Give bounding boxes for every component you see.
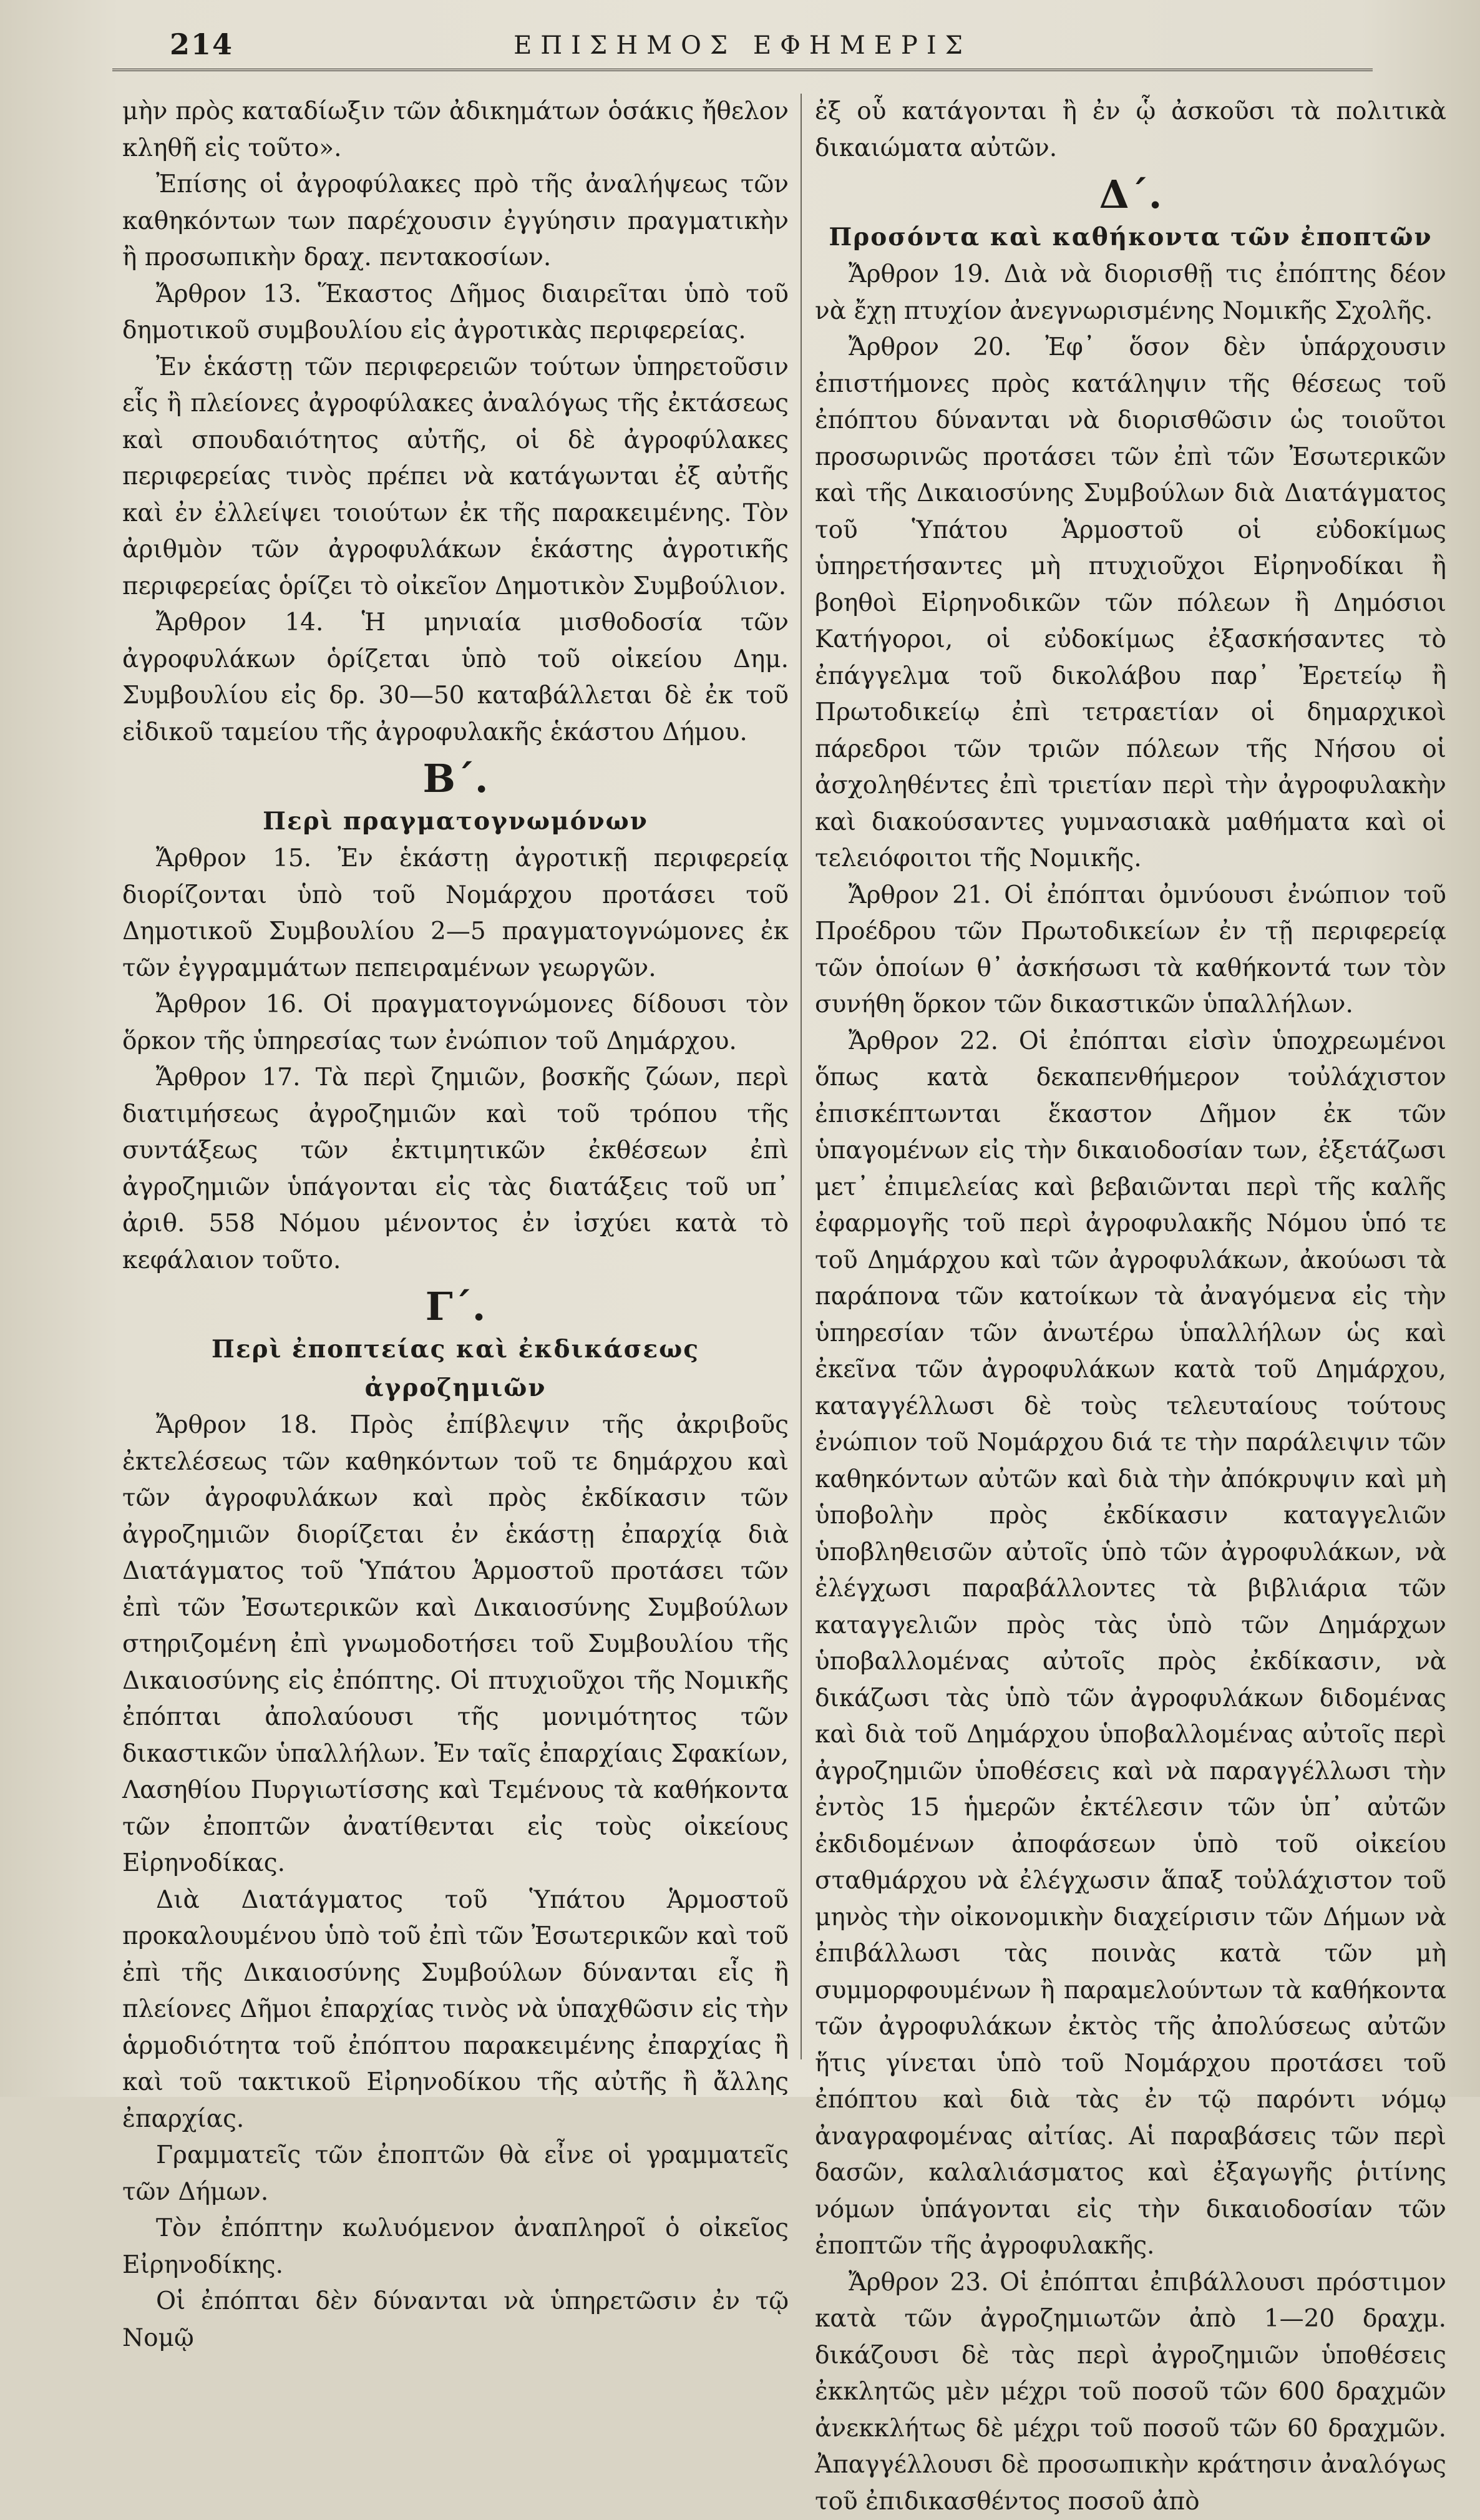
paragraph: Τὸν ἐπόπτην κωλυόμενον ἀναπληροῖ ὁ οἰκεῖος Εἰρηνοδίκης. — [122, 2210, 789, 2283]
left-column — [122, 94, 789, 2356]
article-20: Ἄρθρον 20. Ἐφ᾿ ὅσον δὲν ὑπάρχουσιν ἐπιστήμονες πρὸς κατάληψιν τῆς θέσεως τοῦ ἐπόπτου δύνανται νὰ διορισθῶσιν ὡς τοιοῦτοι προσωρινῶς προτάσει τῶν ἐπὶ τῶν Ἐσωτερικῶν καὶ τῆς Δικαιοσύνης Συμβούλων διὰ Διατάγματος τοῦ Ὑπάτου Ἁρμοστοῦ οἱ εὐδοκίμως ὑπηρετήσαντες μὴ πτυχιοῦχοι Εἰρηνοδίκαι ἢ βοηθοὶ Εἰρηνοδικῶν τῶν πόλεων ἢ Δημόσιοι Κατήγοροι, οἱ εὐδοκίμως ἐξασκήσαντες τὸ ἐπάγγελμα τοῦ δικολάβου παρ᾿ Ἐρετείῳ ἢ Πρωτοδικείῳ ἐπὶ τετραετίαν οἱ δημαρχικοὶ πάρεδροι τῶν τριῶν πόλεων τῆς Νήσου οἱ ἀσχοληθέντες ἐπὶ τριετίαν περὶ τὴν ἀγροφυλακὴν καὶ διακούσαντες γυμνασιακὰ μαθήματα καὶ οἱ τελειόφοιτοι τῆς Νομικῆς. — [815, 330, 1446, 877]
page-header — [112, 24, 1373, 71]
paragraph: Διὰ Διατάγματος τοῦ Ὑπάτου Ἁρμοστοῦ προκαλουμένου ὑπὸ τοῦ ἐπὶ τῶν Ἐσωτερικῶν καὶ τοῦ ἐπὶ τῆς Δικαιοσύνης Συμβούλων δύνανται εἷς ἢ πλείονες Δῆμοι ἐπαρχίας τινὸς νὰ ὑπαχθῶσιν εἰς τὴν ἁρμοδιότητα τοῦ ἐπόπτου παρακειμένης ἐπαρχίας ἢ καὶ τοῦ τακτικοῦ Εἰρηνοδίκου τῆς αὐτῆς ἢ ἄλλης ἐπαρχίας. — [122, 1882, 789, 2138]
paragraph: ἐξ οὗ κατάγονται ἢ ἐν ᾧ ἀσκοῦσι τὰ πολιτικὰ δικαιώματα αὐτῶν. — [815, 94, 1446, 167]
section-heading-d: Προσόντα καὶ καθήκοντα τῶν ἐποπτῶν — [815, 218, 1446, 256]
article-14: Ἄρθρον 14. Ἡ μηνιαία μισθοδοσία τῶν ἀγροφυλάκων ὁρίζεται ὑπὸ τοῦ οἰκείου Δημ. Συμβουλίου εἰς δρ. 30—50 καταβάλλεται δὲ ἐκ τοῦ εἰδικοῦ ταμείου τῆς ἀγροφυλακῆς ἑκάστου Δήμου. — [122, 605, 789, 751]
article-16: Ἄρθρον 16. Οἱ πραγματογνώμονες δίδουσι τὸν ὅρκον τῆς ὑπηρεσίας των ἐνώπιον τοῦ Δημάρχου. — [122, 987, 789, 1060]
paragraph: Ἐν ἑκάστῃ τῶν περιφερειῶν τούτων ὑπηρετοῦσιν εἷς ἢ πλείονες ἀγροφύλακες ἀναλόγως τῆς ἐκτάσεως καὶ σπουδαιότητος αὐτῆς, οἱ δὲ ἀγροφύλακες περιφερείας τινὸς πρέπει νὰ κατάγωνται ἐξ αὐτῆς καὶ ἐν ἐλλείψει τοιούτων ἐκ τῆς παρακειμένης. Τὸν ἀριθμὸν τῶν ἀγροφυλάκων ἑκάστης ἀγροτικῆς περιφερείας ὁρίζει τὸ οἰκεῖον Δημοτικὸν Συμβούλιον. — [122, 349, 789, 605]
article-15: Ἄρθρον 15. Ἐν ἑκάστῃ ἀγροτικῇ περιφερείᾳ διορίζονται ὑπὸ τοῦ Νομάρχου προτάσει τοῦ Δημοτικοῦ Συμβουλίου 2—5 πραγματογνώμονες ἐκ τῶν ἐγγραμμάτων πεπειραμένων γεωργῶν. — [122, 841, 789, 987]
article-19: Ἄρθρον 19. Διὰ νὰ διορισθῇ τις ἐπόπτης δέον νὰ ἔχῃ πτυχίον ἀνεγνωρισμένης Νομικῆς Σχολῆς. — [815, 256, 1446, 330]
article-13: Ἄρθρον 13. Ἕκαστος Δῆμος διαιρεῖται ὑπὸ τοῦ δημοτικοῦ συμβουλίου εἰς ἀγροτικὰς περιφερείας. — [122, 276, 789, 349]
right-column — [815, 94, 1446, 2520]
column-divider — [801, 94, 802, 2059]
section-heading-b: Περὶ πραγματογνωμόνων — [122, 802, 789, 841]
article-18: Ἄρθρον 18. Πρὸς ἐπίβλεψιν τῆς ἀκριβοῦς ἐκτελέσεως τῶν καθηκόντων τοῦ τε δημάρχου καὶ τῶν ἀγροφυλάκων καὶ πρὸς ἐκδίκασιν τῶν ἀγροζημιῶν διορίζεται ἐν ἑκάστῃ ἐπαρχίᾳ διὰ Διατάγματος τοῦ Ὑπάτου Ἁρμοστοῦ προτάσει τῶν ἐπὶ τῶν Ἐσωτερικῶν καὶ Δικαιοσύνης Συμβούλων στηριζομένη ἐπὶ γνωμοδοτήσει τοῦ Συμβουλίου τῆς Δικαιοσύνης εἰς ἐπόπτης. Οἱ πτυχιοῦχοι τῆς Νομικῆς ἐπόπται ἀπολαύουσι τῆς μονιμότητος τῶν δικαστικῶν ὑπαλλήλων. Ἐν ταῖς ἐπαρχίαις Σφακίων, Λασηθίου Πυργιωτίσσης καὶ Τεμένους τὰ καθήκοντα τῶν ἐποπτῶν ἀνατίθενται εἰς τοὺς οἰκείους Εἰρηνοδίκας. — [122, 1407, 789, 1882]
paragraph: Γραμματεῖς τῶν ἐποπτῶν θὰ εἶνε οἱ γραμματεῖς τῶν Δήμων. — [122, 2137, 789, 2210]
section-letter-b: Β΄. — [122, 756, 789, 802]
paragraph: Οἱ ἐπόπται δὲν δύνανται νὰ ὑπηρετῶσιν ἐν τῷ Νομῷ — [122, 2283, 789, 2356]
running-title: ΕΠΙΣΗΜΟΣ ΕΦΗΜΕΡΙΣ — [112, 31, 1373, 60]
section-letter-d: Δ΄. — [815, 172, 1446, 218]
section-letter-g: Γ΄. — [122, 1284, 789, 1330]
paragraph: μὴν πρὸς καταδίωξιν τῶν ἀδικημάτων ὁσάκις ἤθελον κληθῆ εἰς τοῦτο». — [122, 94, 789, 167]
article-21: Ἄρθρον 21. Οἱ ἐπόπται ὀμνύουσι ἐνώπιον τοῦ Προέδρου τῶν Πρωτοδικείων ἐν τῇ περιφερείᾳ τῶν ὁποίων θ᾿ ἀσκήσωσι τὰ καθήκοντά των τὸν συνήθη ὅρκον τῶν δικαστικῶν ὑπαλλήλων. — [815, 877, 1446, 1023]
article-23: Ἄρθρον 23. Οἱ ἐπόπται ἐπιβάλλουσι πρόστιμον κατὰ τῶν ἀγροζημιωτῶν ἀπὸ 1—20 δραχμ. δικάζουσι δὲ τὰς περὶ ἀγροζημιῶν ὑποθέσεις ἐκκλητῶς μὲν μέχρι τοῦ ποσοῦ τῶν 600 δραχμῶν ἀνεκκλήτως δὲ μέχρι τοῦ ποσοῦ τῶν 60 δραχμῶν. Ἀπαγγέλλουσι δὲ προσωπικὴν κράτησιν ἀναλόγως τοῦ ἐπιδικασθέντος ποσοῦ ἀπὸ — [815, 2265, 1446, 2520]
article-22: Ἄρθρον 22. Οἱ ἐπόπται εἰσὶν ὑποχρεωμένοι ὅπως κατὰ δεκαπενθήμερον τοὐλάχιστον ἐπισκέπτωνται ἕκαστον Δῆμον ἐκ τῶν ὑπαγομένων εἰς τὴν δικαιοδοσίαν των, ἐξετάζωσι μετ᾿ ἐπιμελείας καὶ βεβαιῶνται περὶ τῆς καλῆς ἐφαρμογῆς τοῦ περὶ ἀγροφυλακῆς Νόμου ὑπό τε τοῦ Δημάρχου καὶ τῶν ἀγροφυλάκων, ἀκούωσι τὰ παράπονα τῶν κατοίκων τὰ ἀναγόμενα εἰς τὴν ὑπηρεσίαν τῶν ἀνωτέρω ὑπαλλήλων ὡς καὶ ἐκεῖνα τῶν ἀγροφυλάκων κατὰ τοῦ Δημάρχου, καταγγέλλωσι δὲ τοὺς τελευταίους τούτους ἐνώπιον τοῦ Νομάρχου διά τε τὴν παράλειψιν τῶν καθηκόντων αὐτῶν καὶ διὰ τὴν ἀπόκρυψιν καὶ μὴ ὑποβολὴν πρὸς ἐκδίκασιν καταγγελιῶν ὑποβληθεισῶν αὐτοῖς ὑπὸ τῶν ἀγροφυλάκων, νὰ ἐλέγχωσι παραβάλλοντες τὰ βιβλιάρια τῶν καταγγελιῶν πρὸς τὰς ὑπὸ τῶν Δημάρχων ὑποβαλλομένας αὐτοῖς πρὸς ἐκδίκασιν, νὰ δικάζωσι τὰς ὑπὸ τῶν ἀγροφυλάκων διδομένας καὶ διὰ τοῦ Δημάρχου ὑποβαλλομένας αὐτοῖς περὶ ἀγροζημιῶν ὑποθέσεις καὶ νὰ παραγγέλλωσι τὴν ἐντὸς 15 ἡμερῶν ἐκτέλεσιν τῶν ὑπ᾿ αὐτῶν ἐκδιδομένων ἀποφάσεων ὑπὸ τοῦ οἰκείου σταθμάρχου νὰ ἐλέγχωσιν ἅπαξ τοὐλάχιστον τοῦ μηνὸς τὴν οἰκονομικὴν διαχείρισιν τῶν Δήμων νὰ ἐπιβάλλωσι τὰς ποινὰς κατὰ τῶν μὴ συμμορφουμένων ἢ παραμελούντων τὰ καθήκοντα τῶν ἀγροφυλάκων ἐκτὸς τῆς ἀπολύσεως αὐτῶν ἥτις γίνεται ὑπὸ τοῦ Νομάρχου προτάσει τοῦ ἐπόπτου καὶ διὰ τὰς ἐν τῷ παρόντι νόμῳ ἀναγραφομένας αἰτίας. Αἱ παραβάσεις τῶν περὶ δασῶν, καλαλιάσματος καὶ ἐξαγωγῆς ῥιτίνης νόμων ὑπάγονται εἰς τὴν δικαιοδοσίαν τῶν ἐποπτῶν τῆς ἀγροφυλακῆς. — [815, 1023, 1446, 2265]
page-number: 214 — [170, 27, 233, 61]
paragraph: Ἐπίσης οἱ ἀγροφύλακες πρὸ τῆς ἀναλήψεως τῶν καθηκόντων των παρέχουσιν ἐγγύησιν πραγματικὴν ἢ προσωπικὴν δραχ. πεντακοσίων. — [122, 167, 789, 276]
section-heading-g: Περὶ ἐποπτείας καὶ ἐκδικάσεως ἀγροζημιῶν — [122, 1330, 789, 1407]
article-17: Ἄρθρον 17. Τὰ περὶ ζημιῶν, βοσκῆς ζώων, περὶ διατιμήσεως ἀγροζημιῶν καὶ τοῦ τρόπου τῆς συντάξεως τῶν ἐκτιμητικῶν ἐκθέσεων ἐπὶ ἀγροζημιῶν ὑπάγονται εἰς τὰς διατάξεις τοῦ υπ᾿ ἀριθ. 558 Νόμου μένοντος ἐν ἰσχύει κατὰ τὸ κεφάλαιον τοῦτο. — [122, 1060, 789, 1279]
